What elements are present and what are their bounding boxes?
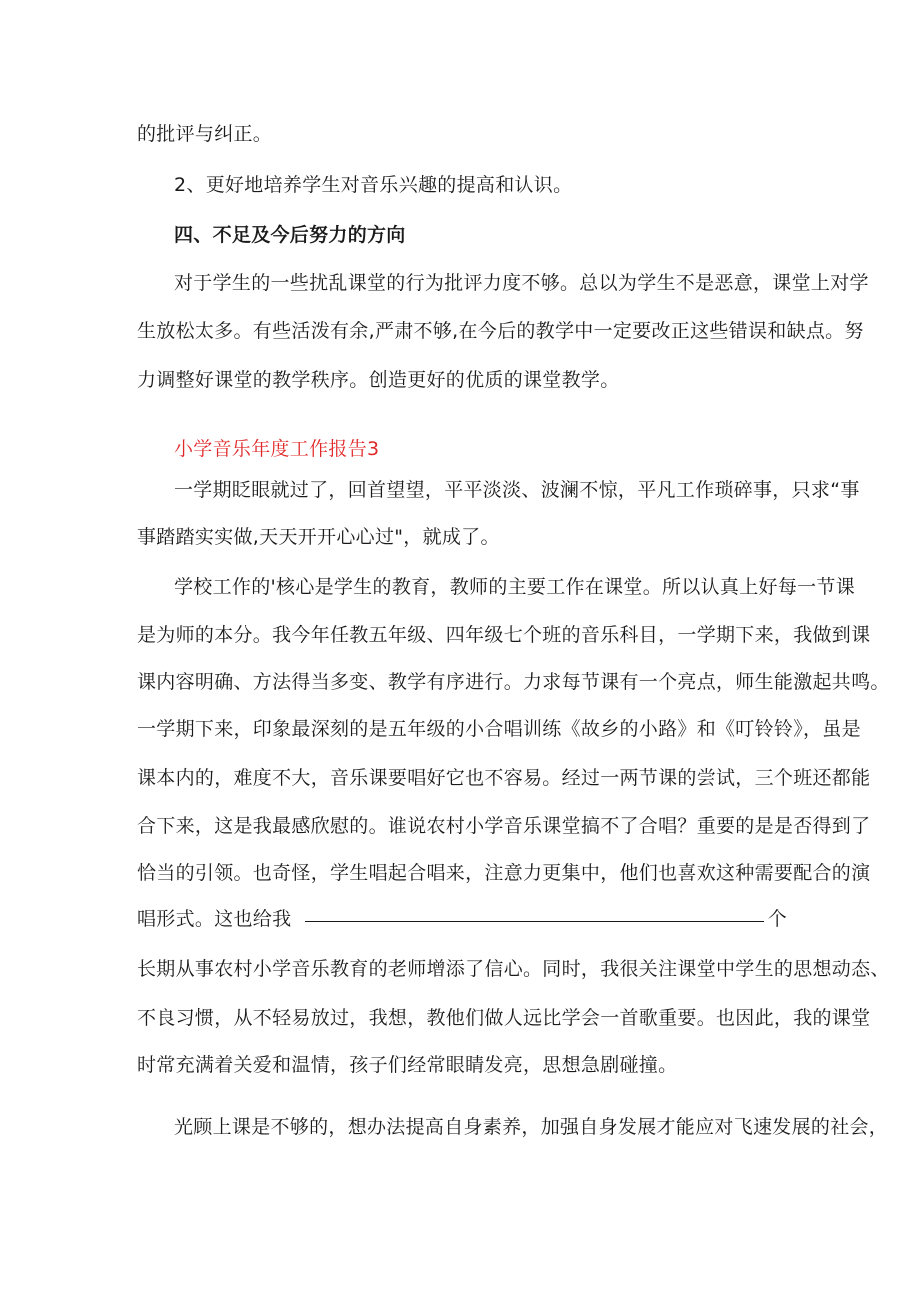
dashed-rule: [305, 921, 763, 922]
report-title: 小学音乐年度工作报告3: [174, 438, 380, 460]
paragraph-line: 唱形式。这也给我: [137, 908, 292, 930]
paragraph-line: 学校工作的'核心是学生的教育，教师的主要工作在课堂。所以认真上好每一节课: [174, 576, 856, 598]
paragraph-line: 课本内的，难度不大，音乐课要唱好它也不容易。经过一两节课的尝试，三个班还都能: [137, 767, 871, 789]
paragraph-line: 一学期眨眼就过了，回首望望，平平淡淡、波澜不惊，平凡工作琐碎事，只求“事: [174, 479, 860, 501]
paragraph-line: 课内容明确、方法得当多变、教学有序进行。力求每节课有一个亮点，师生能激起共鸣。: [137, 671, 890, 693]
paragraph-line: 一学期下来，印象最深刻的是五年级的小合唱训练《故乡的小路》和《叮铃铃》，虽是: [137, 718, 861, 740]
section-heading-4: 四、不足及今后努力的方向: [174, 224, 406, 246]
paragraph-line: 时常充满着关爱和温情，孩子们经常眼睛发亮，思想急剧碰撞。: [137, 1054, 678, 1076]
paragraph-line: 是为师的本分。我今年任教五年级、四年级七个班的音乐科目，一学期下来，我做到课: [137, 624, 871, 646]
paragraph-line-end: 个: [767, 908, 787, 930]
paragraph-line: 光顾上课是不够的，想办法提高自身素养，加强自身发展才能应对飞速发展的社会，: [174, 1116, 889, 1138]
paragraph-line-with-rule: [137, 906, 787, 932]
paragraph-line: 不良习惯，从不轻易放过，我想，教他们做人远比学会一首歌重要。也因此，我的课堂: [137, 1007, 871, 1029]
list-item-2: 2、更好地培养学生对音乐兴趣的提高和认识。: [174, 174, 573, 196]
paragraph-line: 长期从事农村小学音乐教育的老师增添了信心。同时，我很关注课堂中学生的思想动态、: [137, 958, 890, 980]
paragraph-line: 合下来，这是我最感欣慰的。谁说农村小学音乐课堂搞不了合唱？重要的是是否得到了: [137, 815, 871, 837]
paragraph-line: 恰当的引领。也奇怪，学生唱起合唱来，注意力更集中，他们也喜欢这种需要配合的演: [137, 862, 871, 884]
paragraph-line: 力调整好课堂的教学秩序。创造更好的优质的课堂教学。: [137, 369, 620, 391]
paragraph-line: 的批评与纠正。: [137, 123, 273, 145]
paragraph-line: 生放松太多。有些活泼有余,严肃不够,在今后的教学中一定要改正这些错误和缺点。努: [137, 320, 864, 342]
paragraph-line: 对于学生的一些扰乱课堂的行为批评力度不够。总以为学生不是恶意，课堂上对学: [174, 272, 869, 294]
paragraph-line: 事踏踏实实做,天天开开心心过"，就成了。: [137, 526, 500, 548]
